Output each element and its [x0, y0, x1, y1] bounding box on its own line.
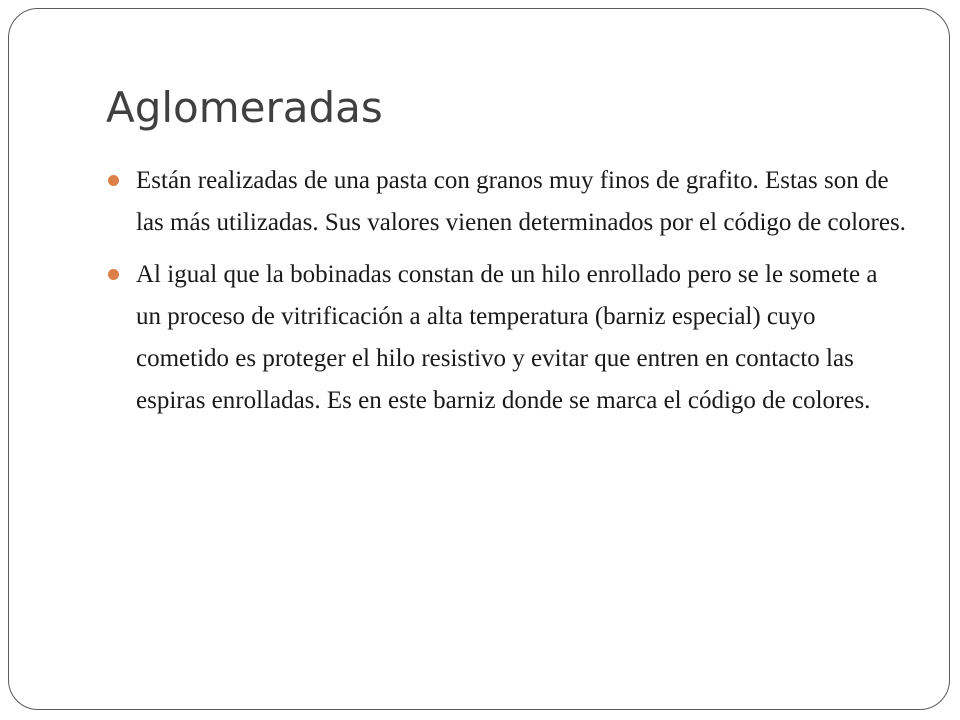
bullet-dot-icon [108, 175, 119, 186]
bullet-item [106, 160, 906, 244]
slide-title: Aglomeradas [106, 83, 383, 132]
bullet-text: Al igual que la bobinadas constan de un hilo enrollado pero se le somete a un proceso de vitrificación a alta temperatura (barniz especial) cuyo cometido es proteger el hilo resistivo y evitar que entren en contacto las espiras enrolladas. Es en este barniz donde se marca el código de colores. [136, 261, 878, 414]
bullet-list [106, 160, 906, 432]
bullet-item [106, 254, 906, 422]
bullet-dot-icon [108, 269, 119, 280]
bullet-text: Están realizadas de una pasta con granos muy finos de grafito. Estas son de las más utilizadas. Sus valores vienen determinados por el código de colores. [136, 167, 906, 236]
